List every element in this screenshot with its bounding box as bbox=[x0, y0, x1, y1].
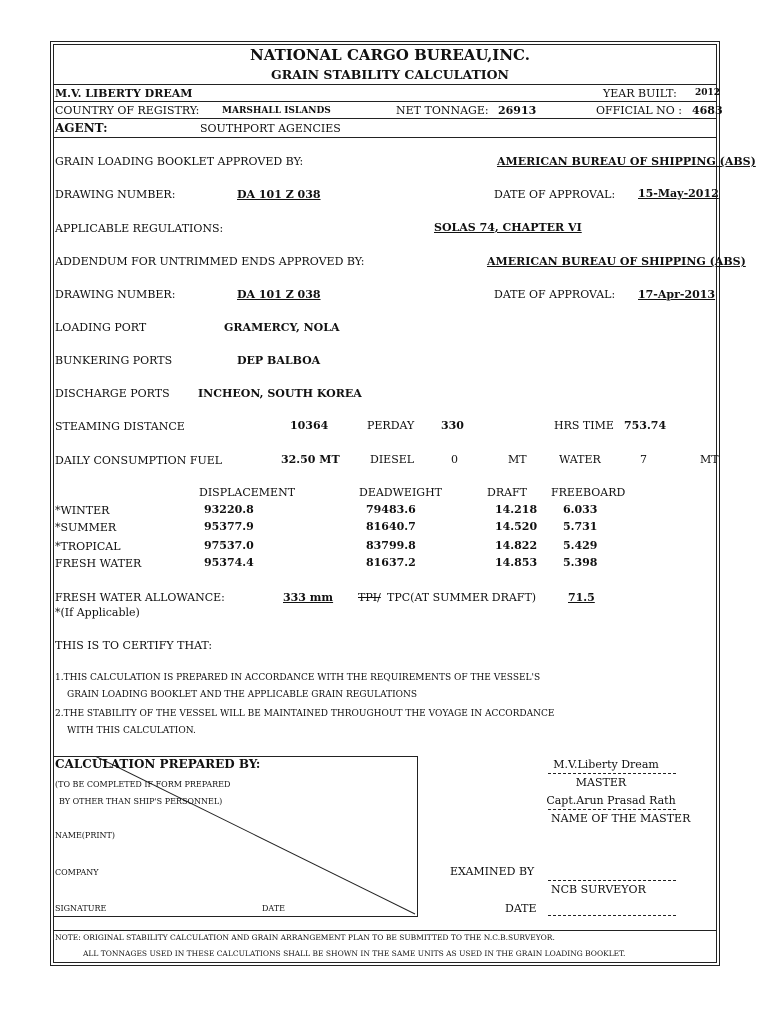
master-title: MASTER bbox=[575, 776, 627, 789]
loading-port-label: LOADING PORT bbox=[55, 321, 147, 334]
examined-date-label: DATE bbox=[505, 902, 537, 915]
certify-heading: THIS IS TO CERTIFY THAT: bbox=[55, 639, 213, 652]
daily-fuel-label: DAILY CONSUMPTION FUEL bbox=[55, 454, 223, 467]
signature-line bbox=[548, 915, 676, 916]
steaming-distance-value: 10364 bbox=[290, 419, 329, 432]
signature-line bbox=[548, 880, 676, 881]
col-header-draft: DRAFT bbox=[487, 486, 528, 499]
footer-note-2: ALL TONNAGES USED IN THESE CALCULATIONS SHALL BE SHOWN IN THE SAME UNITS AS USED IN THE GRAIN LOADING BOOKLET. bbox=[83, 949, 626, 958]
country-label: COUNTRY OF REGISTRY: bbox=[55, 104, 200, 117]
row-freeboard: 5.398 bbox=[563, 556, 598, 569]
form-title: GRAIN STABILITY CALCULATION bbox=[271, 67, 509, 82]
water-label: WATER bbox=[559, 453, 601, 466]
certify-line-2b: WITH THIS CALCULATION. bbox=[67, 726, 196, 736]
official-no-value: 4683 bbox=[692, 104, 723, 117]
row-name: FRESH WATER bbox=[55, 557, 142, 570]
row-freeboard: 5.429 bbox=[563, 539, 598, 552]
row-deadweight: 83799.8 bbox=[366, 539, 416, 552]
tpc-value: 71.5 bbox=[568, 591, 595, 604]
fwa-label: FRESH WATER ALLOWANCE: bbox=[55, 591, 225, 604]
discharge-ports-value: INCHEON, SOUTH KOREA bbox=[198, 387, 362, 400]
certify-line-2a: 2.THE STABILITY OF THE VESSEL WILL BE MAINTAINED THROUGHOUT THE VOYAGE IN ACCORDANCE bbox=[55, 709, 555, 719]
divider bbox=[53, 930, 717, 931]
row-deadweight: 79483.6 bbox=[366, 503, 416, 516]
diesel-unit: MT bbox=[508, 453, 527, 466]
hrs-time-label: HRS TIME bbox=[554, 419, 614, 432]
date-approval-value: 15-May-2012 bbox=[638, 187, 719, 200]
hrs-time-value: 753.74 bbox=[624, 419, 667, 432]
perday-label: PERDAY bbox=[367, 419, 415, 432]
year-built-value: 2012 bbox=[695, 88, 721, 98]
net-tonnage-value: 26913 bbox=[498, 104, 537, 117]
row-displacement: 95374.4 bbox=[204, 556, 254, 569]
signature-line bbox=[548, 809, 676, 810]
regulations-value: SOLAS 74, CHAPTER VI bbox=[434, 221, 582, 234]
row-draft: 14.218 bbox=[495, 503, 538, 516]
certify-line-1b: GRAIN LOADING BOOKLET AND THE APPLICABLE GRAIN REGULATIONS bbox=[67, 690, 418, 700]
date-approval-2-value: 17-Apr-2013 bbox=[638, 288, 716, 301]
booklet-approver: AMERICAN BUREAU OF SHIPPING (ABS) bbox=[497, 155, 756, 168]
certify-line-1a: 1.THIS CALCULATION IS PREPARED IN ACCORDANCE WITH THE REQUIREMENTS OF THE VESSEL'S bbox=[55, 673, 541, 683]
country-value: MARSHALL ISLANDS bbox=[222, 106, 331, 116]
daily-fuel-value: 32.50 MT bbox=[281, 453, 340, 466]
row-draft: 14.853 bbox=[495, 556, 538, 569]
ncb-surveyor-label: NCB SURVEYOR bbox=[551, 883, 646, 896]
date-approval-2-label: DATE OF APPROVAL: bbox=[494, 288, 616, 301]
master-vessel-name: M.V.Liberty Dream bbox=[553, 758, 659, 771]
official-no-label: OFFICIAL NO : bbox=[596, 104, 682, 117]
prepared-by-note-2: BY OTHER THAN SHIP'S PERSONNEL) bbox=[59, 797, 223, 806]
diesel-value: 0 bbox=[451, 453, 458, 466]
examined-by-label: EXAMINED BY bbox=[450, 865, 535, 878]
drawing-number-2-label: DRAWING NUMBER: bbox=[55, 288, 176, 301]
org-title: NATIONAL CARGO BUREAU,INC. bbox=[250, 46, 530, 64]
bunkering-ports-value: DEP BALBOA bbox=[237, 354, 321, 367]
regulations-label: APPLICABLE REGULATIONS: bbox=[55, 222, 224, 235]
row-name: *TROPICAL bbox=[55, 540, 121, 553]
row-freeboard: 5.731 bbox=[563, 520, 598, 533]
divider bbox=[53, 101, 717, 102]
water-unit: MT bbox=[700, 453, 719, 466]
water-value: 7 bbox=[640, 453, 647, 466]
booklet-label: GRAIN LOADING BOOKLET APPROVED BY: bbox=[55, 155, 304, 168]
addendum-approver: AMERICAN BUREAU OF SHIPPING (ABS) bbox=[487, 255, 746, 268]
master-name: Capt.Arun Prasad Rath bbox=[546, 794, 676, 807]
row-freeboard: 6.033 bbox=[563, 503, 598, 516]
steaming-distance-label: STEAMING DISTANCE bbox=[55, 420, 185, 433]
row-displacement: 95377.9 bbox=[204, 520, 254, 533]
divider bbox=[53, 84, 717, 85]
divider bbox=[53, 118, 717, 119]
discharge-ports-label: DISCHARGE PORTS bbox=[55, 387, 170, 400]
row-name: *WINTER bbox=[55, 504, 110, 517]
if-applicable-note: *(If Applicable) bbox=[55, 606, 140, 619]
prepared-by-note-1: (TO BE COMPLETED IF FORM PREPARED bbox=[55, 780, 231, 789]
col-header-freeboard: FREEBOARD bbox=[551, 486, 626, 499]
date-approval-label: DATE OF APPROVAL: bbox=[494, 188, 616, 201]
row-displacement: 97537.0 bbox=[204, 539, 254, 552]
vessel-name: M.V. LIBERTY DREAM bbox=[55, 87, 193, 100]
col-header-displacement: DISPLACEMENT bbox=[199, 486, 296, 499]
drawing-number-label: DRAWING NUMBER: bbox=[55, 188, 176, 201]
addendum-label: ADDENDUM FOR UNTRIMMED ENDS APPROVED BY: bbox=[55, 255, 365, 268]
agent-label: AGENT: bbox=[55, 121, 108, 135]
agent-value: SOUTHPORT AGENCIES bbox=[200, 122, 341, 135]
loading-port-value: GRAMERCY, NOLA bbox=[224, 321, 340, 334]
row-draft: 14.520 bbox=[495, 520, 538, 533]
tpi-struck-label: TPI/ bbox=[358, 591, 381, 604]
net-tonnage-label: NET TONNAGE: bbox=[396, 104, 489, 117]
perday-value: 330 bbox=[441, 419, 464, 432]
diesel-label: DIESEL bbox=[370, 453, 415, 466]
bunkering-ports-label: BUNKERING PORTS bbox=[55, 354, 173, 367]
signature-label: SIGNATURE bbox=[55, 904, 107, 913]
col-header-deadweight: DEADWEIGHT bbox=[359, 486, 443, 499]
prepared-date-label: DATE bbox=[262, 904, 285, 913]
footer-note-1: NOTE: ORIGINAL STABILITY CALCULATION AND GRAIN ARRANGEMENT PLAN TO BE SUBMITTED TO THE N.C.B.SURVEYOR. bbox=[55, 933, 555, 942]
row-draft: 14.822 bbox=[495, 539, 538, 552]
company-label: COMPANY bbox=[55, 868, 99, 877]
drawing-number-2-value: DA 101 Z 038 bbox=[237, 288, 321, 301]
year-built-label: YEAR BUILT: bbox=[603, 87, 677, 100]
row-name: *SUMMER bbox=[55, 521, 117, 534]
tpc-label: TPC(AT SUMMER DRAFT) bbox=[387, 591, 537, 604]
name-print-label: NAME(PRINT) bbox=[55, 831, 115, 840]
drawing-number-value: DA 101 Z 038 bbox=[237, 188, 321, 201]
fwa-value: 333 mm bbox=[283, 591, 334, 604]
row-deadweight: 81640.7 bbox=[366, 520, 416, 533]
signature-line bbox=[548, 773, 676, 774]
row-deadweight: 81637.2 bbox=[366, 556, 416, 569]
row-displacement: 93220.8 bbox=[204, 503, 254, 516]
divider bbox=[53, 137, 717, 138]
prepared-by-heading: CALCULATION PREPARED BY: bbox=[55, 757, 261, 771]
master-name-label: NAME OF THE MASTER bbox=[551, 812, 691, 825]
